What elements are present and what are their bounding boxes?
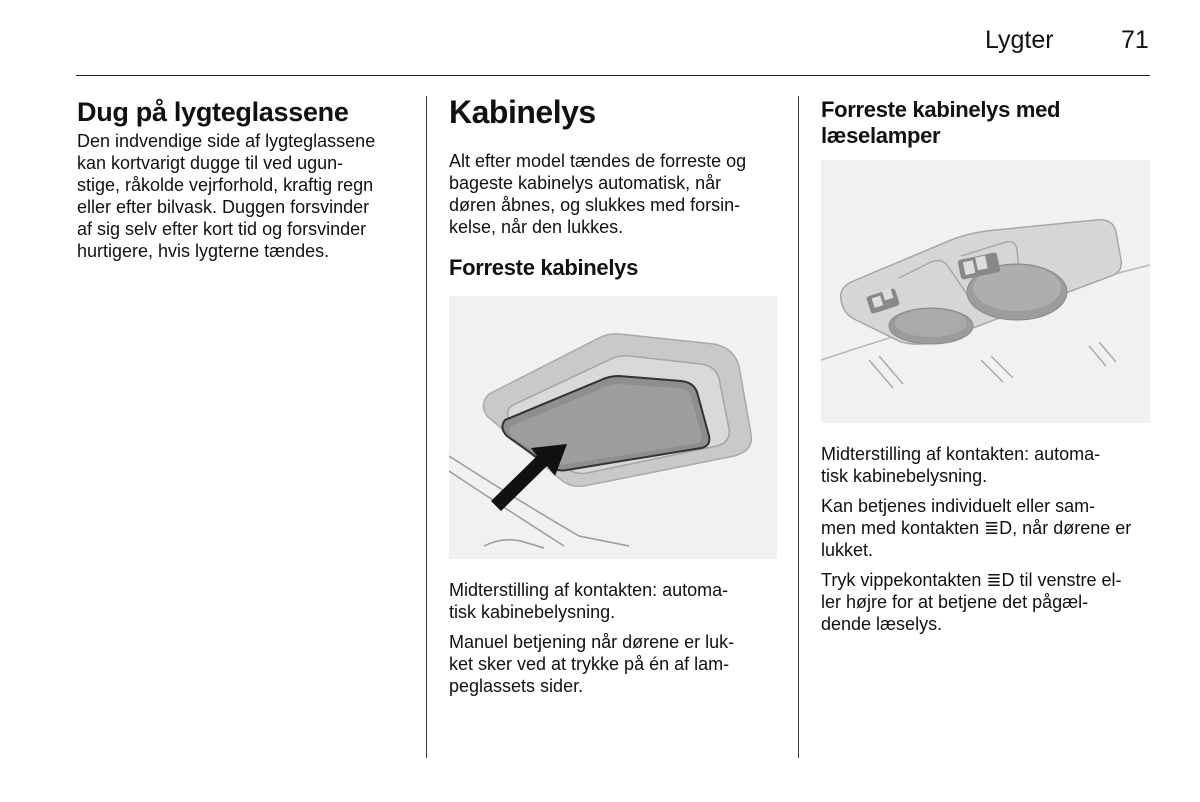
- caption-manual: Manuel betjening når dørene er luk- ket sker ved at trykke på én af lam- peglassets sider.: [449, 632, 735, 696]
- column-fog: [77, 97, 412, 262]
- page-number: 71: [1121, 26, 1149, 54]
- column-divider-left: [426, 96, 427, 758]
- front-cabin-light-figure: [449, 296, 777, 559]
- section-title: Lygter: [985, 26, 1054, 54]
- paragraph-reading-automatic: Midterstilling af kontakten: automa- tisk kabinebelysning.: [821, 444, 1101, 486]
- paragraph-cabin-intro: Alt efter model tændes de forreste og bageste kabinelys automatisk, når døren åbnes, og slukkes med forsin- kelse, når den lukkes.: [449, 151, 747, 237]
- header-rule: [76, 75, 1150, 76]
- column-cabin-lights: [449, 94, 784, 281]
- heading-reading-lamps: Forreste kabinelys med læselamper: [821, 97, 1061, 148]
- front-cabin-light-captions: [449, 579, 784, 697]
- paragraph-fog: Den indvendige side af lygteglassene kan kortvarigt dugge til ved ugun- stige, råkolde vejrforhold, kraftig regn eller efter bilvask. Duggen forsvinder af sig selv efter kort tid og forsvinder hurtigere, hvis lygterne tændes.: [77, 131, 376, 261]
- paragraph-reading-rocker: Tryk vippekontakten ≣D til venstre el- ler højre for at betjene det pågæl- dende læselys.: [821, 570, 1122, 634]
- front-cabin-light-illustration: [449, 296, 777, 559]
- paragraph-reading-individual: Kan betjenes individuelt eller sam- men med kontakten ≣D, når dørene er lukket.: [821, 496, 1132, 560]
- reading-lamps-figure: [821, 160, 1150, 423]
- reading-lamps-text: [821, 443, 1151, 635]
- heading-fog: Dug på lygteglassene: [77, 97, 349, 127]
- reading-lamps-illustration: [821, 160, 1150, 423]
- heading-cabin-lights: Kabinelys: [449, 94, 596, 130]
- heading-front-cabin-light: Forreste kabinelys: [449, 255, 639, 280]
- column-divider-right: [798, 96, 799, 758]
- caption-automatic: Midterstilling af kontakten: automa- tisk kabinebelysning.: [449, 580, 729, 622]
- column-reading-lamps: [821, 97, 1151, 149]
